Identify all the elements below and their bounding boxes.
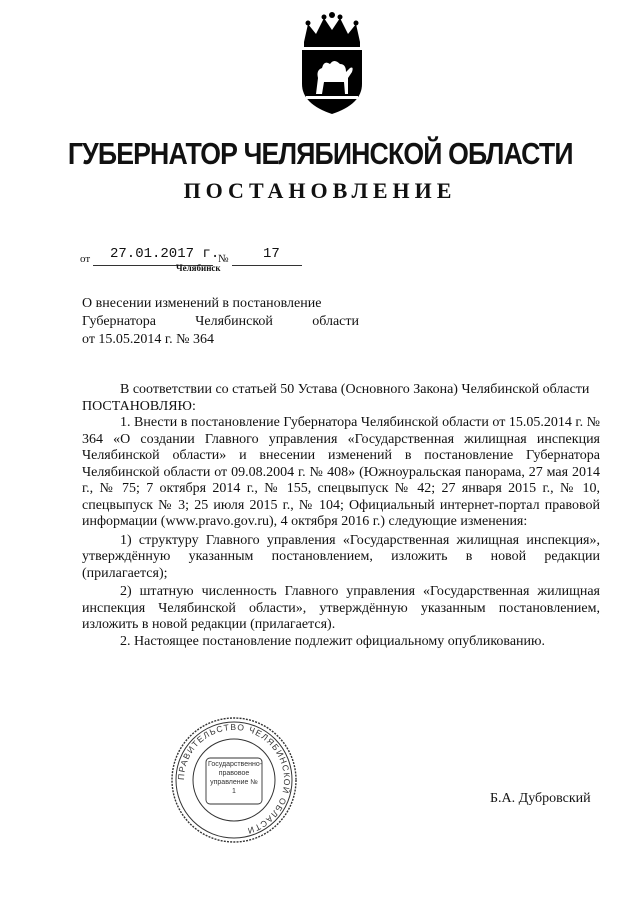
date-prefix: от	[80, 253, 91, 265]
registration-line	[80, 244, 340, 264]
document-type: ПОСТАНОВЛЕНИЕ	[183, 178, 457, 203]
document-subject	[82, 295, 359, 349]
chelyabinsk-coat-of-arms-icon	[294, 12, 370, 116]
number-prefix: №	[218, 253, 229, 265]
seal-ring-text: ПРАВИТЕЛЬСТВО ЧЕЛЯБИНСКОЙ ОБЛАСТИ	[175, 721, 293, 837]
item-1-subitem-2: 2) штатную численность Главного управления «Государственная жилищная инспекция Челябинской области», утверждённую указанным постановлением, изложить в новой редакции (прилагается).	[82, 584, 600, 632]
document-date: 27.01.2017 г.	[110, 246, 220, 262]
document-body	[82, 382, 600, 650]
official-seal-icon	[168, 716, 300, 844]
seal-center-text: Государственно-правовое управление № 1	[208, 761, 262, 795]
issue-city: Челябинск	[176, 263, 221, 273]
document-number: 17	[263, 246, 280, 262]
item-1-subitem-1: 1) структуру Главного управления «Государственная жилищная инспекция», утверждённую указанным постановлением, изложить в новой редакции (прилагается);	[82, 532, 600, 581]
item-1: 1. Внести в постановление Губернатора Челябинской области от 15.05.2014 г. № 364 «О создании Главного управления «Государственная жилищная инспекция Челябинской области» и внесении изменений в постановление Губернатора Челябинской области от 09.08.2004 г. № 408» (Южноуральская панорама, 27 мая 2014 г., № 75; 7 октября 2014 г., № 155, спецвыпуск № 42; 27 января 2015 г., № 10, спецвыпуск № 3; 25 июля 2015 г., № 104; Официальный интернет-портал правовой информации (www.pravo.gov.ru), 4 октября 2016 г.) следующие изменения:	[82, 415, 600, 529]
issuing-authority: ГУБЕРНАТОР ЧЕЛЯБИНСКОЙ ОБЛАСТИ	[67, 136, 573, 171]
signatory-name: Б.А. Дубровский	[490, 791, 591, 806]
resolve-heading: ПОСТАНОВЛЯЮ:	[82, 398, 196, 414]
subject-line-1: О внесении изменений в постановление	[82, 296, 322, 311]
number-rule	[232, 265, 302, 266]
preamble: В соответствии со статьей 50 Устава (Основного Закона) Челябинской области	[120, 382, 590, 397]
item-2: 2. Настоящее постановление подлежит официальному опубликованию.	[120, 633, 545, 649]
subject-line-3: от 15.05.2014 г. № 364	[82, 332, 214, 347]
subject-line-2: Губернатора Челябинской области	[82, 314, 359, 329]
